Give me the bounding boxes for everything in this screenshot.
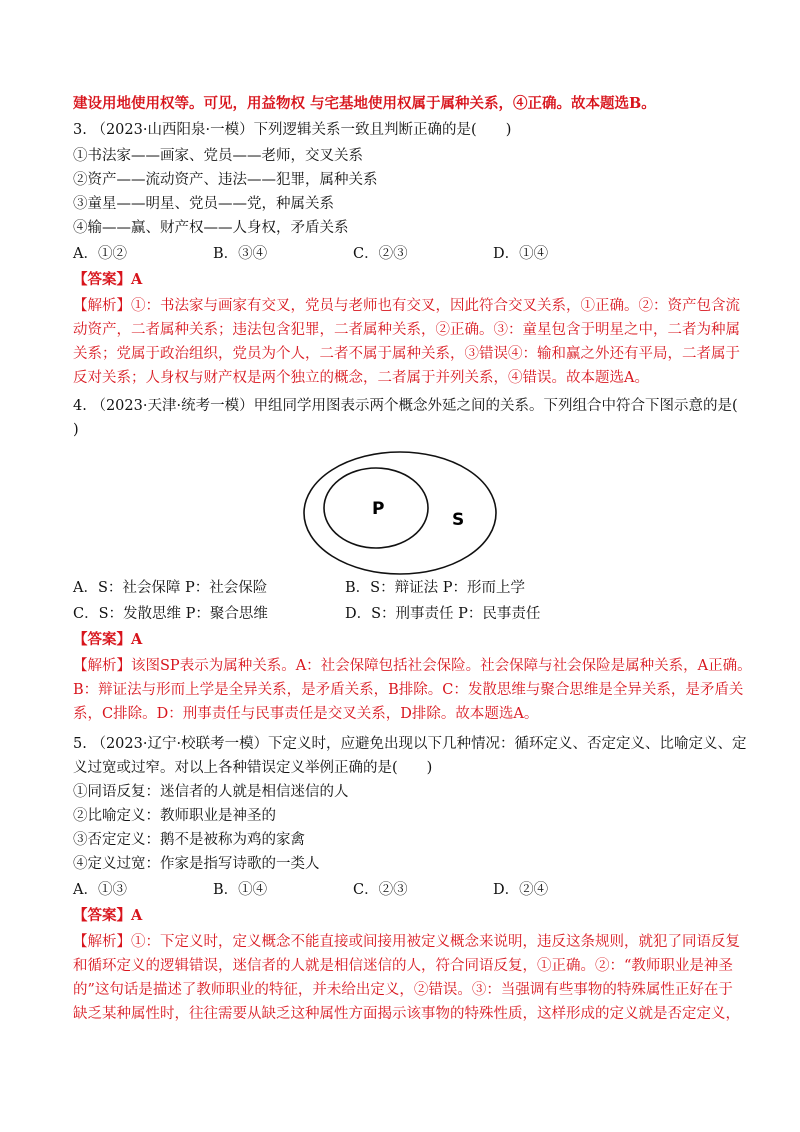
q3-option-c: C．②③: [353, 246, 408, 262]
q5-option-b: B．①④: [213, 882, 268, 898]
q5-item-3: ③否定定义：鹅不是被称为鸡的家禽: [73, 832, 305, 848]
q5-analysis-3: 的”这句话是描述了教师职业的特征，并未给出定义，②错误。③：当强调有些事物的特殊属性正好在于: [73, 982, 733, 998]
q5-option-c: C．②③: [353, 882, 408, 898]
q4-analysis-1: 【解析】该图SP表示为属种关系。A：社会保障包括社会保险。社会保障与社会保险是属种关系，A正确。: [73, 658, 752, 674]
q5-answer: 【答案】A: [73, 907, 143, 924]
q3-analysis-1: 【解析】①：书法家与画家有交叉，党员与老师也有交叉，因此符合交叉关系，①正确。②：资产包含流: [73, 298, 740, 314]
q3-analysis-2: 动资产，二者属种关系；违法包含犯罪，二者属种关系，②正确。③：童星包含于明星之中，二者为种属: [73, 322, 740, 338]
q3-item-1: ①书法家——画家、党员——老师，交叉关系: [73, 148, 363, 164]
q3-analysis-4: 反对关系；人身权与财产权是两个独立的概念，二者属于并列关系，④错误。故本题选A。: [73, 370, 649, 386]
outer-ellipse-s: [304, 452, 496, 574]
q4-stem-line-1: 4. （2023·天津·统考一模）甲组同学用图表示两个概念外延之间的关系。下列组合中符合下图示意的是(: [73, 398, 738, 414]
q3-option-a: A．①②: [73, 246, 127, 262]
q3-option-d: D．①④: [493, 246, 549, 262]
venn-diagram: [302, 450, 498, 576]
q5-item-1: ①同语反复：迷信者的人就是相信迷信的人: [73, 784, 349, 800]
q5-item-4: ④定义过宽：作家是指写诗歌的一类人: [73, 856, 320, 872]
q4-option-d: D．S：刑事责任 P：民事责任: [345, 606, 541, 622]
previous-analysis-line: 建设用地使用权等。可见，用益物权 与宅基地使用权属于属种关系，④正确。故本题选B。: [73, 95, 656, 112]
q4-option-b: B．S：辩证法 P：形而上学: [345, 580, 525, 596]
q3-stem: 3. （2023·山西阳泉·一模）下列逻辑关系一致且判断正确的是( ): [73, 122, 512, 138]
q3-item-4: ④输——赢、财产权——人身权，矛盾关系: [73, 220, 349, 236]
q3-item-2: ②资产——流动资产、违法——犯罪，属种关系: [73, 172, 378, 188]
q5-option-d: D．②④: [493, 882, 549, 898]
q3-item-3: ③童星——明星、党员——党，种属关系: [73, 196, 334, 212]
label-p: P: [372, 499, 385, 519]
q3-analysis-3: 关系；党属于政治组织，党员为个人，二者不属于属种关系，③错误④：输和赢之外还有平局，二者属于: [73, 346, 740, 362]
q5-analysis-2: 和循环定义的逻辑错误，迷信者的人就是相信迷信的人，符合同语反复，①正确。②：“教师职业是神圣: [73, 958, 733, 974]
q4-option-a: A．S：社会保障 P：社会保险: [73, 580, 268, 596]
q5-analysis-1: 【解析】①：下定义时，定义概念不能直接或间接用被定义概念来说明，违反这条规则，就犯了同语反复: [73, 934, 740, 950]
q5-analysis-4: 缺乏某种属性时，往往需要从缺乏这种属性方面揭示该事物的特殊性质，这样形成的定义就是否定定义，: [73, 1006, 740, 1022]
q5-stem-line-1: 5. （2023·辽宁·校联考一模）下定义时，应避免出现以下几种情况：循环定义、否定定义、比喻定义、定: [73, 736, 747, 752]
q4-analysis-2: B：辩证法与形而上学是全异关系，是矛盾关系，B排除。C：发散思维与聚合思维是全异关系，是矛盾关: [73, 682, 744, 698]
q3-option-b: B．③④: [213, 246, 268, 262]
q3-answer: 【答案】A: [73, 271, 143, 288]
q5-stem-line-2: 义过宽或过窄。对以上各种错误定义举例正确的是( ): [73, 760, 433, 776]
q4-option-c: C．S：发散思维 P：聚合思维: [73, 606, 268, 622]
q4-stem-line-2: ): [73, 422, 79, 438]
q4-analysis-3: 系，C排除。D：刑事责任与民事责任是交叉关系，D排除。故本题选A。: [73, 706, 539, 722]
label-s: S: [452, 510, 465, 530]
q5-option-a: A．①③: [73, 882, 127, 898]
q5-item-2: ②比喻定义：教师职业是神圣的: [73, 808, 276, 824]
q4-answer: 【答案】A: [73, 631, 143, 648]
